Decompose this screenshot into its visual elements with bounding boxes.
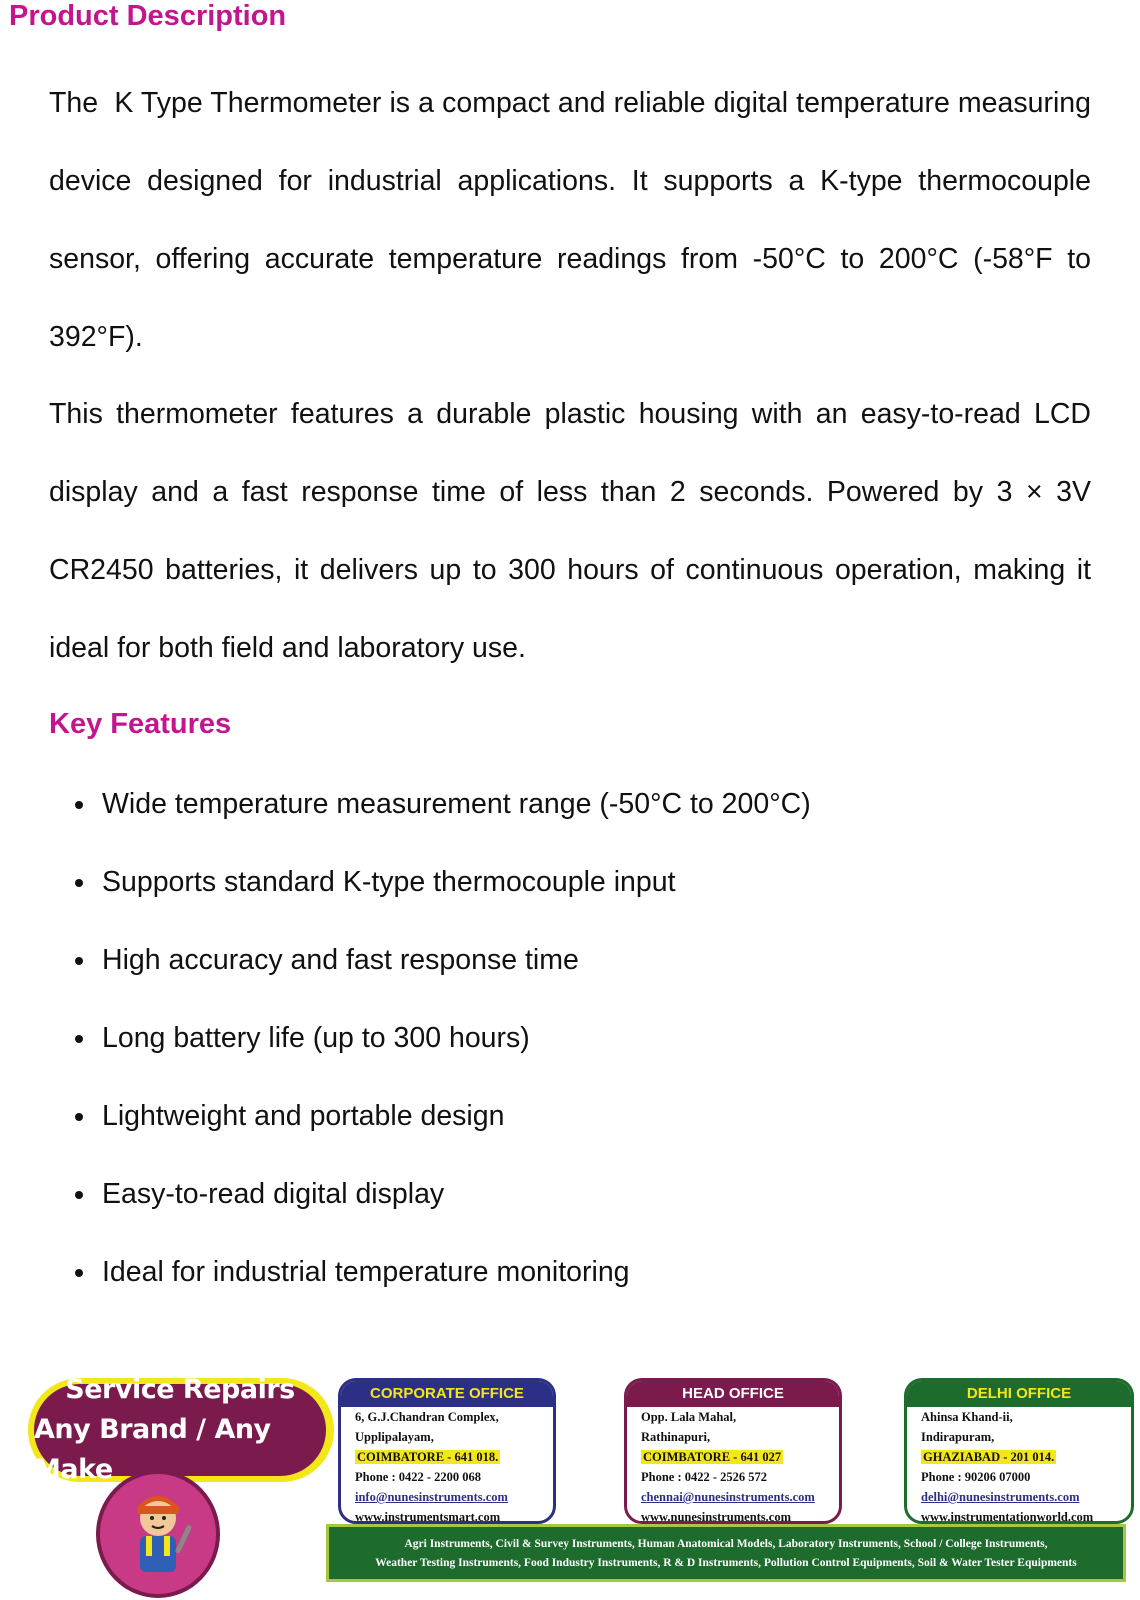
office-email-link[interactable]: chennai@nunesinstruments.com — [641, 1490, 815, 1504]
office-phone: Phone : 0422 - 2200 068 — [355, 1470, 482, 1484]
mechanic-mascot-icon — [96, 1470, 220, 1598]
feature-item: Supports standard K-type thermocouple input — [102, 843, 811, 921]
office-phone: Phone : 0422 - 2526 572 — [641, 1470, 768, 1484]
office-email-link[interactable]: info@nunesinstruments.com — [355, 1490, 508, 1504]
feature-item: Long battery life (up to 300 hours) — [102, 999, 811, 1077]
feature-item: High accuracy and fast response time — [102, 921, 811, 999]
office-address-line: Rathinapuri, — [641, 1430, 711, 1444]
company-footer-banner — [0, 1370, 1140, 1600]
office-city-wrap — [341, 1447, 553, 1467]
features-list — [49, 765, 811, 1311]
office-city-wrap — [907, 1447, 1131, 1467]
corporate-office-title: CORPORATE OFFICE — [341, 1381, 553, 1407]
office-address-line: Opp. Lala Mahal, — [641, 1410, 737, 1424]
feature-item: Wide temperature measurement range (-50°C to 200°C) — [102, 765, 811, 843]
office-city: COIMBATORE - 641 018. — [357, 1450, 499, 1464]
service-repairs-badge — [28, 1374, 334, 1485]
office-website-link[interactable]: www.instrumentationworld.com — [921, 1510, 1094, 1524]
office-phone: Phone : 90206 07000 — [921, 1470, 1031, 1484]
description-paragraph-1: The K Type Thermometer is a compact and reliable digital temperature measuring device designed for industrial applications. It supports a K-type thermocouple sensor, offering accurate temperature readings from -50°C to 200°C (-58°F to 392°F). — [49, 87, 1099, 353]
product-categories-banner — [326, 1524, 1126, 1582]
office-email-link[interactable]: delhi@nunesinstruments.com — [921, 1490, 1080, 1504]
service-line-1: Service Repairs — [65, 1374, 295, 1405]
service-repairs-text — [34, 1374, 326, 1485]
office-website-link[interactable]: www.instrumentsmart.com — [355, 1510, 501, 1524]
feature-item: Easy-to-read digital display — [102, 1155, 811, 1233]
head-office-title: HEAD OFFICE — [627, 1381, 839, 1407]
delhi-office-title: DELHI OFFICE — [907, 1381, 1131, 1407]
office-address-line: 6, G.J.Chandran Complex, — [355, 1410, 499, 1424]
feature-item: Lightweight and portable design — [102, 1077, 811, 1155]
corporate-office-card — [338, 1378, 556, 1524]
office-city: COIMBATORE - 641 027 — [643, 1450, 782, 1464]
office-address-line: Upplipalayam, — [355, 1430, 434, 1444]
office-city: GHAZIABAD - 201 014. — [923, 1450, 1055, 1464]
categories-line-2: Weather Testing Instruments, Food Industry Instruments, R & D Instruments, Pollution Control Equipments, Soil & Water Tester Equipments — [375, 1557, 1077, 1569]
product-description-heading: Product Description — [9, 0, 287, 32]
office-website-link[interactable]: www.nunesinstruments.com — [641, 1510, 792, 1524]
delhi-office-card — [904, 1378, 1134, 1524]
office-city-wrap — [627, 1447, 839, 1467]
service-line-2: Any Brand / Any Make — [34, 1414, 271, 1485]
feature-item: Ideal for industrial temperature monitoring — [102, 1233, 811, 1311]
description-paragraph-2: This thermometer features a durable plastic housing with an easy-to-read LCD display and a fast response time of less than 2 seconds. Powered by 3 × 3V CR2450 batteries, it delivers up to 300 hours of continuous operation, making it ideal for both field and laboratory use. — [49, 398, 1091, 664]
key-features-heading: Key Features — [49, 708, 232, 740]
head-office-card — [624, 1378, 842, 1524]
office-address-line: Indirapuram, — [921, 1430, 995, 1444]
categories-line-1: Agri Instruments, Civil & Survey Instruments, Human Anatomical Models, Laboratory Instruments, School / College Instruments, — [404, 1538, 1048, 1550]
office-address-line: Ahinsa Khand-ii, — [921, 1410, 1013, 1424]
